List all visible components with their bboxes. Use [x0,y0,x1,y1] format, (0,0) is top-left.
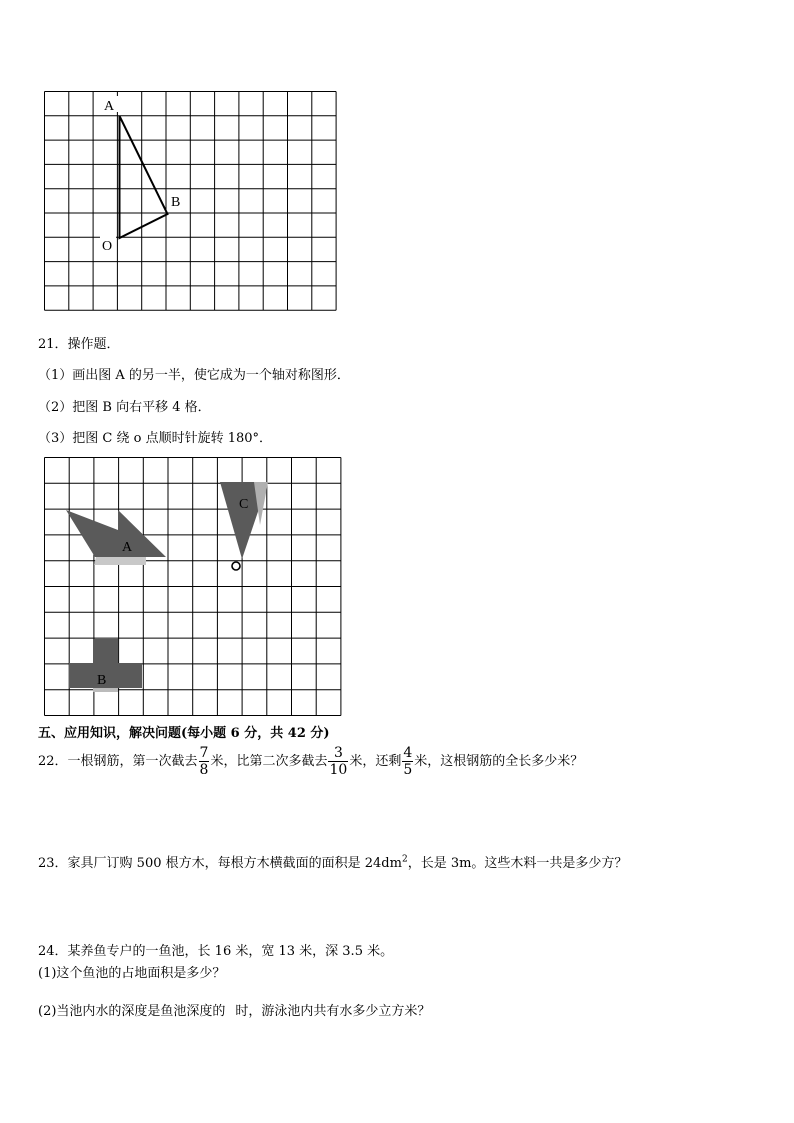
numerator: 7 [199,745,209,761]
shape-c [220,482,268,559]
fraction-3-10 [328,745,348,778]
q22-part1: 22．一根钢筋，第一次截去 [38,754,198,769]
label-b: B [171,195,181,210]
q22-part3: 米，还剩 [349,754,402,769]
denominator: 5 [403,762,413,778]
q21-item-2: （2）把图 B 向右平移 4 格． [38,400,211,415]
shape-a [66,510,166,565]
label-o: O [102,239,113,254]
q23-part2: ，长是 3m。这些木料一共是多少方？ [407,856,628,871]
numerator: 4 [403,745,413,761]
q22-part4: 米，这根钢筋的全长多少米？ [414,754,584,769]
q24-sub2-part-a: (2)当池内水的深度是鱼池深度的 [38,1004,226,1019]
label-a: A [104,99,115,114]
q23-text [38,852,627,871]
grid-lines [45,92,337,311]
rotation-center-o [232,562,240,570]
triangle-grid-figure [40,88,342,316]
q23-superscript: 2 [401,854,408,865]
denominator: 8 [199,762,209,778]
shape-c-label: C [239,497,249,512]
q24-sub2-part-b: 时，游泳池内共有水多少立方米？ [235,1004,431,1019]
shapes-grid-figure [38,453,356,719]
denominator: 10 [329,762,348,778]
q21-item-1: （1）画出图 A 的另一半，使它成为一个轴对称图形． [38,368,350,383]
fraction-4-5 [402,745,413,778]
q24-sub1: (1)这个鱼池的占地面积是多少？ [38,966,226,981]
q21-item-3: （3）把图 C 绕 o 点顺时针旋转 180°． [38,431,273,446]
section-5-heading: 五、应用知识，解决问题(每小题 6 分，共 42 分) [38,726,330,741]
q24-sub2 [38,1000,430,1019]
q22-part2: 米，比第二次多截去 [210,754,328,769]
fraction-7-8 [199,745,210,778]
q24-stem: 24．某养鱼专户的一鱼池，长 16 米，宽 13 米，深 3.5 米。 [38,944,394,959]
shape-b-label: B [97,673,107,688]
q21-title: 21．操作题． [38,337,120,352]
q22-text [38,745,583,779]
q23-part1: 23．家具厂订购 500 根方木，每根方木横截面的面积是 24dm [38,856,402,871]
shape-a-label: A [122,540,133,555]
numerator: 3 [328,745,348,762]
triangle-aob [120,116,168,238]
